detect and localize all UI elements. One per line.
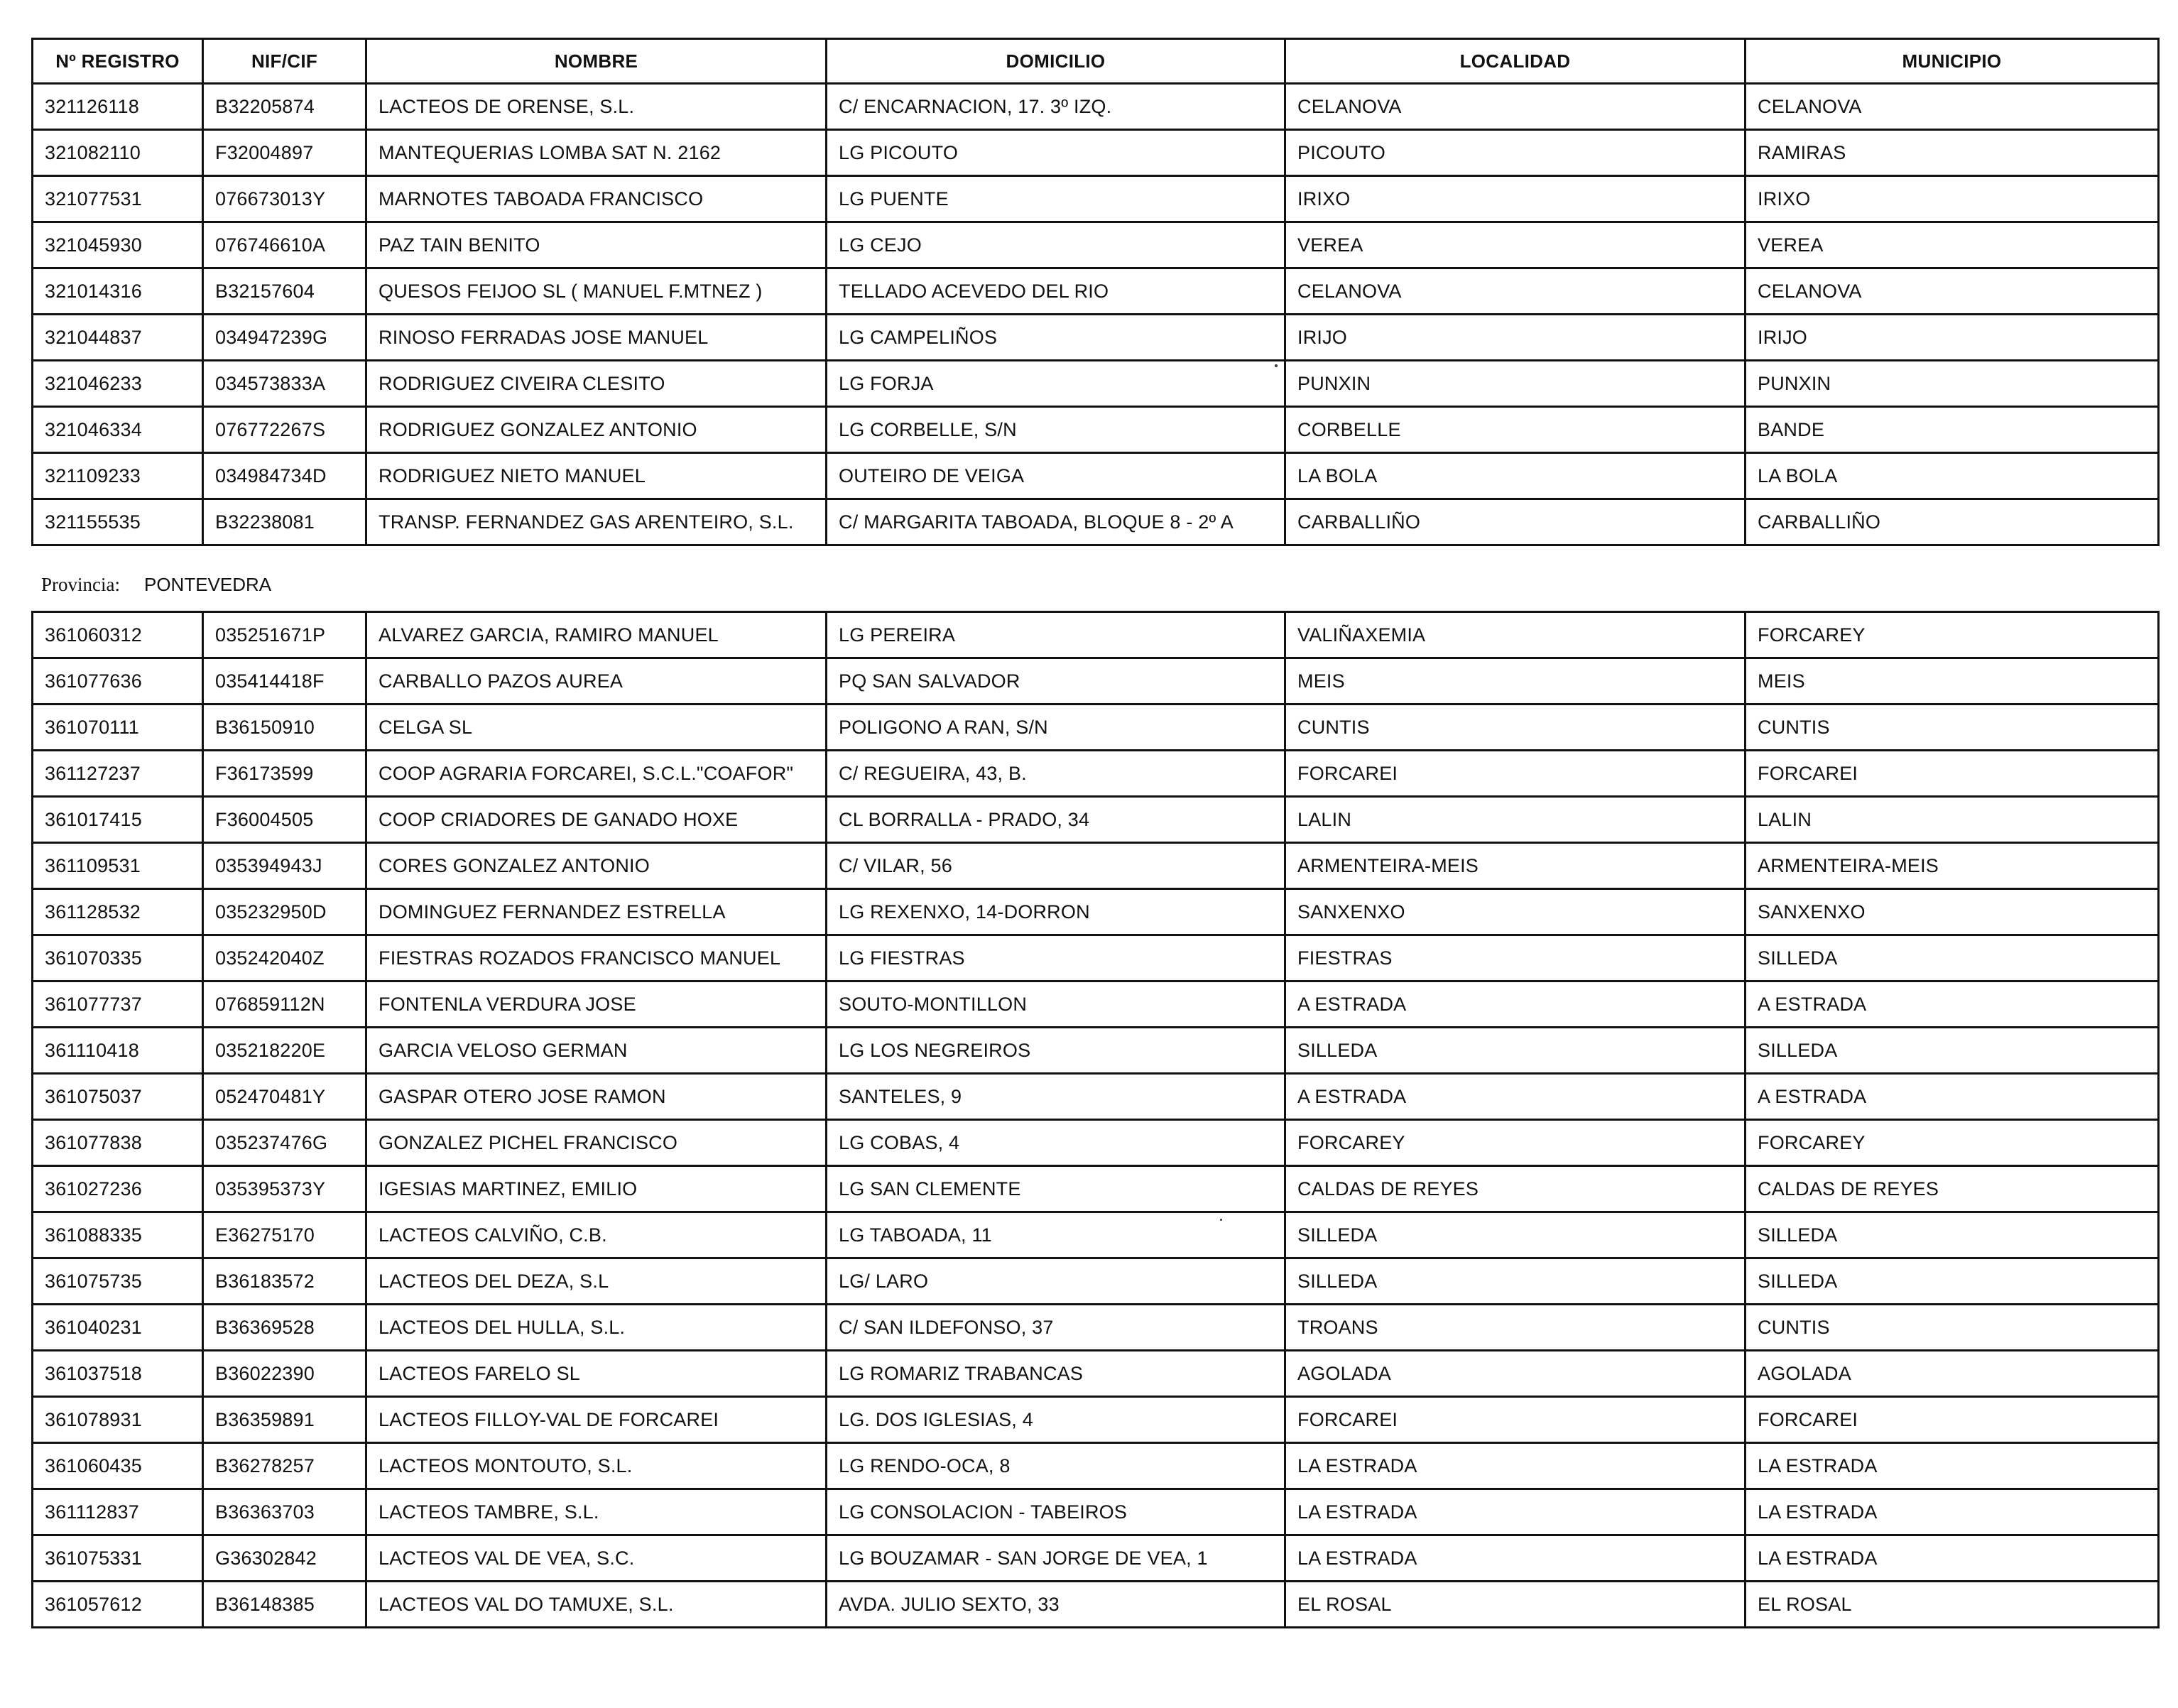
cell-registro: 361060312 <box>33 612 203 658</box>
cell-registro: 361057612 <box>33 1582 203 1628</box>
cell-domicilio: LG REXENXO, 14-DORRON <box>827 889 1285 935</box>
cell-domicilio: OUTEIRO DE VEIGA <box>827 453 1285 499</box>
cell-localidad: LA ESTRADA <box>1285 1489 1746 1535</box>
cell-nif: B36278257 <box>203 1443 366 1489</box>
cell-localidad: MEIS <box>1285 658 1746 705</box>
cell-localidad: VALIÑAXEMIA <box>1285 612 1746 658</box>
cell-domicilio: LG BOUZAMAR - SAN JORGE DE VEA, 1 <box>827 1535 1285 1582</box>
cell-domicilio: SOUTO-MONTILLON <box>827 981 1285 1028</box>
table-row <box>33 797 2159 843</box>
cell-domicilio: LG SAN CLEMENTE <box>827 1166 1285 1212</box>
cell-registro: 361070111 <box>33 705 203 751</box>
cell-nif: F36173599 <box>203 751 366 797</box>
cell-registro: 321014316 <box>33 268 203 315</box>
cell-municipio: SANXENXO <box>1746 889 2159 935</box>
header-domicilio: DOMICILIO <box>827 39 1285 84</box>
cell-nombre: LACTEOS DEL HULLA, S.L. <box>366 1305 827 1351</box>
cell-registro: 361077838 <box>33 1120 203 1166</box>
cell-domicilio: LG LOS NEGREIROS <box>827 1028 1285 1074</box>
cell-nombre: CARBALLO PAZOS AUREA <box>366 658 827 705</box>
cell-municipio: PUNXIN <box>1746 361 2159 407</box>
cell-nif: 035218220E <box>203 1028 366 1074</box>
cell-nif: 076772267S <box>203 407 366 453</box>
cell-localidad: TROANS <box>1285 1305 1746 1351</box>
cell-municipio: FORCAREY <box>1746 612 2159 658</box>
cell-registro: 321046233 <box>33 361 203 407</box>
cell-localidad: LA ESTRADA <box>1285 1443 1746 1489</box>
cell-nombre: LACTEOS MONTOUTO, S.L. <box>366 1443 827 1489</box>
table-row <box>33 130 2159 176</box>
table-row <box>33 1120 2159 1166</box>
cell-registro: 361112837 <box>33 1489 203 1535</box>
cell-domicilio: TELLADO ACEVEDO DEL RIO <box>827 268 1285 315</box>
cell-nombre: DOMINGUEZ FERNANDEZ ESTRELLA <box>366 889 827 935</box>
cell-municipio: MEIS <box>1746 658 2159 705</box>
cell-municipio: RAMIRAS <box>1746 130 2159 176</box>
cell-nif: 034947239G <box>203 315 366 361</box>
cell-localidad: ARMENTEIRA-MEIS <box>1285 843 1746 889</box>
cell-localidad: SILLEDA <box>1285 1028 1746 1074</box>
cell-registro: 321109233 <box>33 453 203 499</box>
table-row <box>33 499 2159 545</box>
cell-domicilio: LG CORBELLE, S/N <box>827 407 1285 453</box>
provincia-label: Provincia: <box>41 574 120 595</box>
cell-nombre: FIESTRAS ROZADOS FRANCISCO MANUEL <box>366 935 827 981</box>
cell-nif: B32205874 <box>203 84 366 130</box>
cell-localidad: LALIN <box>1285 797 1746 843</box>
cell-nif: B36363703 <box>203 1489 366 1535</box>
cell-municipio: EL ROSAL <box>1746 1582 2159 1628</box>
cell-localidad: CORBELLE <box>1285 407 1746 453</box>
cell-nombre: LACTEOS VAL DO TAMUXE, S.L. <box>366 1582 827 1628</box>
cell-registro: 361127237 <box>33 751 203 797</box>
cell-nombre: GONZALEZ PICHEL FRANCISCO <box>366 1120 827 1166</box>
cell-registro: 321046334 <box>33 407 203 453</box>
table-row <box>33 1028 2159 1074</box>
cell-nombre: LACTEOS DE ORENSE, S.L. <box>366 84 827 130</box>
cell-nombre: LACTEOS DEL DEZA, S.L <box>366 1258 827 1305</box>
header-registro: Nº REGISTRO <box>33 39 203 84</box>
cell-registro: 321044837 <box>33 315 203 361</box>
cell-domicilio: LG TABOADA, 11 <box>827 1212 1285 1258</box>
table-row <box>33 315 2159 361</box>
table-row <box>33 1489 2159 1535</box>
cell-nif: 035414418F <box>203 658 366 705</box>
table-row <box>33 1166 2159 1212</box>
cell-registro: 361077737 <box>33 981 203 1028</box>
cell-nif: B32238081 <box>203 499 366 545</box>
cell-nombre: LACTEOS TAMBRE, S.L. <box>366 1489 827 1535</box>
cell-nif: B36359891 <box>203 1397 366 1443</box>
table-row <box>33 1212 2159 1258</box>
cell-nif: 052470481Y <box>203 1074 366 1120</box>
table-row <box>33 268 2159 315</box>
cell-nif: 076673013Y <box>203 176 366 222</box>
cell-municipio: LA ESTRADA <box>1746 1489 2159 1535</box>
cell-domicilio: C/ SAN ILDEFONSO, 37 <box>827 1305 1285 1351</box>
header-localidad: LOCALIDAD <box>1285 39 1746 84</box>
cell-nif: 035237476G <box>203 1120 366 1166</box>
provincia-value: PONTEVEDRA <box>143 574 272 595</box>
header-row <box>33 39 2159 84</box>
cell-localidad: EL ROSAL <box>1285 1582 1746 1628</box>
cell-nombre: MARNOTES TABOADA FRANCISCO <box>366 176 827 222</box>
cell-municipio: SILLEDA <box>1746 1028 2159 1074</box>
cell-localidad: A ESTRADA <box>1285 1074 1746 1120</box>
cell-nif: 035251671P <box>203 612 366 658</box>
cell-nombre: COOP AGRARIA FORCAREI, S.C.L."COAFOR" <box>366 751 827 797</box>
provincia-heading <box>41 574 271 596</box>
cell-localidad: FORCAREY <box>1285 1120 1746 1166</box>
cell-localidad: FORCAREI <box>1285 751 1746 797</box>
cell-localidad: IRIJO <box>1285 315 1746 361</box>
table-row <box>33 935 2159 981</box>
cell-municipio: LA ESTRADA <box>1746 1443 2159 1489</box>
cell-nombre: LACTEOS VAL DE VEA, S.C. <box>366 1535 827 1582</box>
cell-nif: 034573833A <box>203 361 366 407</box>
cell-municipio: CARBALLIÑO <box>1746 499 2159 545</box>
cell-domicilio: LG RENDO-OCA, 8 <box>827 1443 1285 1489</box>
cell-registro: 361075331 <box>33 1535 203 1582</box>
cell-nombre: TRANSP. FERNANDEZ GAS ARENTEIRO, S.L. <box>366 499 827 545</box>
cell-nombre: QUESOS FEIJOO SL ( MANUEL F.MTNEZ ) <box>366 268 827 315</box>
table-row <box>33 1351 2159 1397</box>
cell-nif: B36369528 <box>203 1305 366 1351</box>
table-row <box>33 407 2159 453</box>
cell-localidad: PUNXIN <box>1285 361 1746 407</box>
cell-domicilio: LG ROMARIZ TRABANCAS <box>827 1351 1285 1397</box>
cell-localidad: PICOUTO <box>1285 130 1746 176</box>
cell-nombre: IGESIAS MARTINEZ, EMILIO <box>366 1166 827 1212</box>
cell-registro: 361070335 <box>33 935 203 981</box>
cell-nif: 035394943J <box>203 843 366 889</box>
cell-domicilio: SANTELES, 9 <box>827 1074 1285 1120</box>
cell-registro: 361017415 <box>33 797 203 843</box>
cell-nombre: GASPAR OTERO JOSE RAMON <box>366 1074 827 1120</box>
cell-nif: 076859112N <box>203 981 366 1028</box>
cell-registro: 361109531 <box>33 843 203 889</box>
cell-registro: 361037518 <box>33 1351 203 1397</box>
table-row <box>33 1258 2159 1305</box>
table-body <box>33 612 2159 1628</box>
cell-nif: B36022390 <box>203 1351 366 1397</box>
cell-nif: B36183572 <box>203 1258 366 1305</box>
table-row <box>33 453 2159 499</box>
table-row <box>33 1305 2159 1351</box>
cell-domicilio: C/ VILAR, 56 <box>827 843 1285 889</box>
cell-domicilio: LG. DOS IGLESIAS, 4 <box>827 1397 1285 1443</box>
cell-municipio: LALIN <box>1746 797 2159 843</box>
table-row <box>33 658 2159 705</box>
cell-domicilio: LG PEREIRA <box>827 612 1285 658</box>
cell-municipio: FORCAREI <box>1746 751 2159 797</box>
cell-registro: 361075735 <box>33 1258 203 1305</box>
cell-localidad: CELANOVA <box>1285 268 1746 315</box>
cell-domicilio: POLIGONO A RAN, S/N <box>827 705 1285 751</box>
cell-municipio: LA ESTRADA <box>1746 1535 2159 1582</box>
cell-municipio: IRIXO <box>1746 176 2159 222</box>
cell-localidad: CALDAS DE REYES <box>1285 1166 1746 1212</box>
cell-localidad: FORCAREI <box>1285 1397 1746 1443</box>
cell-municipio: CUNTIS <box>1746 1305 2159 1351</box>
table-row <box>33 1443 2159 1489</box>
cell-registro: 361078931 <box>33 1397 203 1443</box>
cell-domicilio: LG CONSOLACION - TABEIROS <box>827 1489 1285 1535</box>
cell-localidad: A ESTRADA <box>1285 981 1746 1028</box>
table-body <box>33 84 2159 545</box>
cell-nombre: FONTENLA VERDURA JOSE <box>366 981 827 1028</box>
cell-nombre: LACTEOS FARELO SL <box>366 1351 827 1397</box>
cell-registro: 321082110 <box>33 130 203 176</box>
table-row <box>33 705 2159 751</box>
header-nif: NIF/CIF <box>203 39 366 84</box>
header-municipio: MUNICIPIO <box>1746 39 2159 84</box>
table-row <box>33 843 2159 889</box>
cell-municipio: LA BOLA <box>1746 453 2159 499</box>
cell-domicilio: C/ REGUEIRA, 43, B. <box>827 751 1285 797</box>
cell-nif: F32004897 <box>203 130 366 176</box>
table-row <box>33 1582 2159 1628</box>
cell-municipio: CALDAS DE REYES <box>1746 1166 2159 1212</box>
cell-domicilio: CL BORRALLA - PRADO, 34 <box>827 797 1285 843</box>
cell-registro: 321155535 <box>33 499 203 545</box>
cell-municipio: BANDE <box>1746 407 2159 453</box>
table-row <box>33 176 2159 222</box>
cell-municipio: CELANOVA <box>1746 268 2159 315</box>
cell-registro: 361128532 <box>33 889 203 935</box>
cell-localidad: FIESTRAS <box>1285 935 1746 981</box>
cell-registro: 361040231 <box>33 1305 203 1351</box>
scan-speck <box>1220 1219 1222 1221</box>
cell-domicilio: C/ ENCARNACION, 17. 3º IZQ. <box>827 84 1285 130</box>
cell-nombre: LACTEOS CALVIÑO, C.B. <box>366 1212 827 1258</box>
cell-nif: 035395373Y <box>203 1166 366 1212</box>
cell-nombre: RINOSO FERRADAS JOSE MANUEL <box>366 315 827 361</box>
cell-municipio: SILLEDA <box>1746 1258 2159 1305</box>
cell-municipio: A ESTRADA <box>1746 1074 2159 1120</box>
cell-nombre: CELGA SL <box>366 705 827 751</box>
cell-nombre: CORES GONZALEZ ANTONIO <box>366 843 827 889</box>
cell-nif: 076746610A <box>203 222 366 268</box>
cell-domicilio: PQ SAN SALVADOR <box>827 658 1285 705</box>
registry-table-pontevedra <box>31 611 2160 1628</box>
cell-nombre: GARCIA VELOSO GERMAN <box>366 1028 827 1074</box>
cell-nif: B36150910 <box>203 705 366 751</box>
cell-municipio: IRIJO <box>1746 315 2159 361</box>
cell-localidad: CUNTIS <box>1285 705 1746 751</box>
table-row <box>33 361 2159 407</box>
cell-nombre: RODRIGUEZ CIVEIRA CLESITO <box>366 361 827 407</box>
table-row <box>33 1074 2159 1120</box>
scan-speck <box>1275 364 1278 367</box>
cell-nif: G36302842 <box>203 1535 366 1582</box>
cell-domicilio: AVDA. JULIO SEXTO, 33 <box>827 1582 1285 1628</box>
cell-domicilio: LG FIESTRAS <box>827 935 1285 981</box>
cell-municipio: SILLEDA <box>1746 935 2159 981</box>
cell-registro: 361027236 <box>33 1166 203 1212</box>
cell-localidad: VEREA <box>1285 222 1746 268</box>
cell-municipio: SILLEDA <box>1746 1212 2159 1258</box>
registry-table-ourense <box>31 38 2160 546</box>
cell-localidad: CELANOVA <box>1285 84 1746 130</box>
table-row <box>33 612 2159 658</box>
cell-nif: B32157604 <box>203 268 366 315</box>
cell-domicilio: LG FORJA <box>827 361 1285 407</box>
cell-nombre: RODRIGUEZ GONZALEZ ANTONIO <box>366 407 827 453</box>
table-row <box>33 751 2159 797</box>
cell-registro: 361110418 <box>33 1028 203 1074</box>
cell-localidad: LA BOLA <box>1285 453 1746 499</box>
cell-domicilio: LG CEJO <box>827 222 1285 268</box>
cell-registro: 361077636 <box>33 658 203 705</box>
cell-localidad: AGOLADA <box>1285 1351 1746 1397</box>
table-row <box>33 981 2159 1028</box>
cell-nombre: ALVAREZ GARCIA, RAMIRO MANUEL <box>366 612 827 658</box>
cell-domicilio: LG CAMPELIÑOS <box>827 315 1285 361</box>
table-row <box>33 222 2159 268</box>
cell-domicilio: LG COBAS, 4 <box>827 1120 1285 1166</box>
cell-registro: 321077531 <box>33 176 203 222</box>
cell-nif: E36275170 <box>203 1212 366 1258</box>
cell-localidad: SILLEDA <box>1285 1258 1746 1305</box>
cell-domicilio: C/ MARGARITA TABOADA, BLOQUE 8 - 2º A <box>827 499 1285 545</box>
table-row <box>33 889 2159 935</box>
table-row <box>33 84 2159 130</box>
cell-localidad: IRIXO <box>1285 176 1746 222</box>
cell-municipio: FORCAREY <box>1746 1120 2159 1166</box>
cell-localidad: SANXENXO <box>1285 889 1746 935</box>
table-row <box>33 1535 2159 1582</box>
table-row <box>33 1397 2159 1443</box>
cell-nombre: MANTEQUERIAS LOMBA SAT N. 2162 <box>366 130 827 176</box>
cell-municipio: AGOLADA <box>1746 1351 2159 1397</box>
cell-municipio: ARMENTEIRA-MEIS <box>1746 843 2159 889</box>
cell-localidad: LA ESTRADA <box>1285 1535 1746 1582</box>
cell-nif: 035242040Z <box>203 935 366 981</box>
cell-nif: 034984734D <box>203 453 366 499</box>
cell-municipio: VEREA <box>1746 222 2159 268</box>
cell-nif: F36004505 <box>203 797 366 843</box>
cell-domicilio: LG/ LARO <box>827 1258 1285 1305</box>
cell-municipio: FORCAREI <box>1746 1397 2159 1443</box>
cell-registro: 321045930 <box>33 222 203 268</box>
header-nombre: NOMBRE <box>366 39 827 84</box>
cell-municipio: CELANOVA <box>1746 84 2159 130</box>
cell-nif: B36148385 <box>203 1582 366 1628</box>
cell-registro: 321126118 <box>33 84 203 130</box>
cell-registro: 361060435 <box>33 1443 203 1489</box>
cell-domicilio: LG PUENTE <box>827 176 1285 222</box>
cell-nombre: LACTEOS FILLOY-VAL DE FORCAREI <box>366 1397 827 1443</box>
cell-nombre: PAZ TAIN BENITO <box>366 222 827 268</box>
cell-localidad: CARBALLIÑO <box>1285 499 1746 545</box>
cell-registro: 361088335 <box>33 1212 203 1258</box>
cell-nif: 035232950D <box>203 889 366 935</box>
cell-registro: 361075037 <box>33 1074 203 1120</box>
cell-nombre: COOP CRIADORES DE GANADO HOXE <box>366 797 827 843</box>
cell-municipio: A ESTRADA <box>1746 981 2159 1028</box>
cell-municipio: CUNTIS <box>1746 705 2159 751</box>
cell-domicilio: LG PICOUTO <box>827 130 1285 176</box>
cell-localidad: SILLEDA <box>1285 1212 1746 1258</box>
cell-nombre: RODRIGUEZ NIETO MANUEL <box>366 453 827 499</box>
